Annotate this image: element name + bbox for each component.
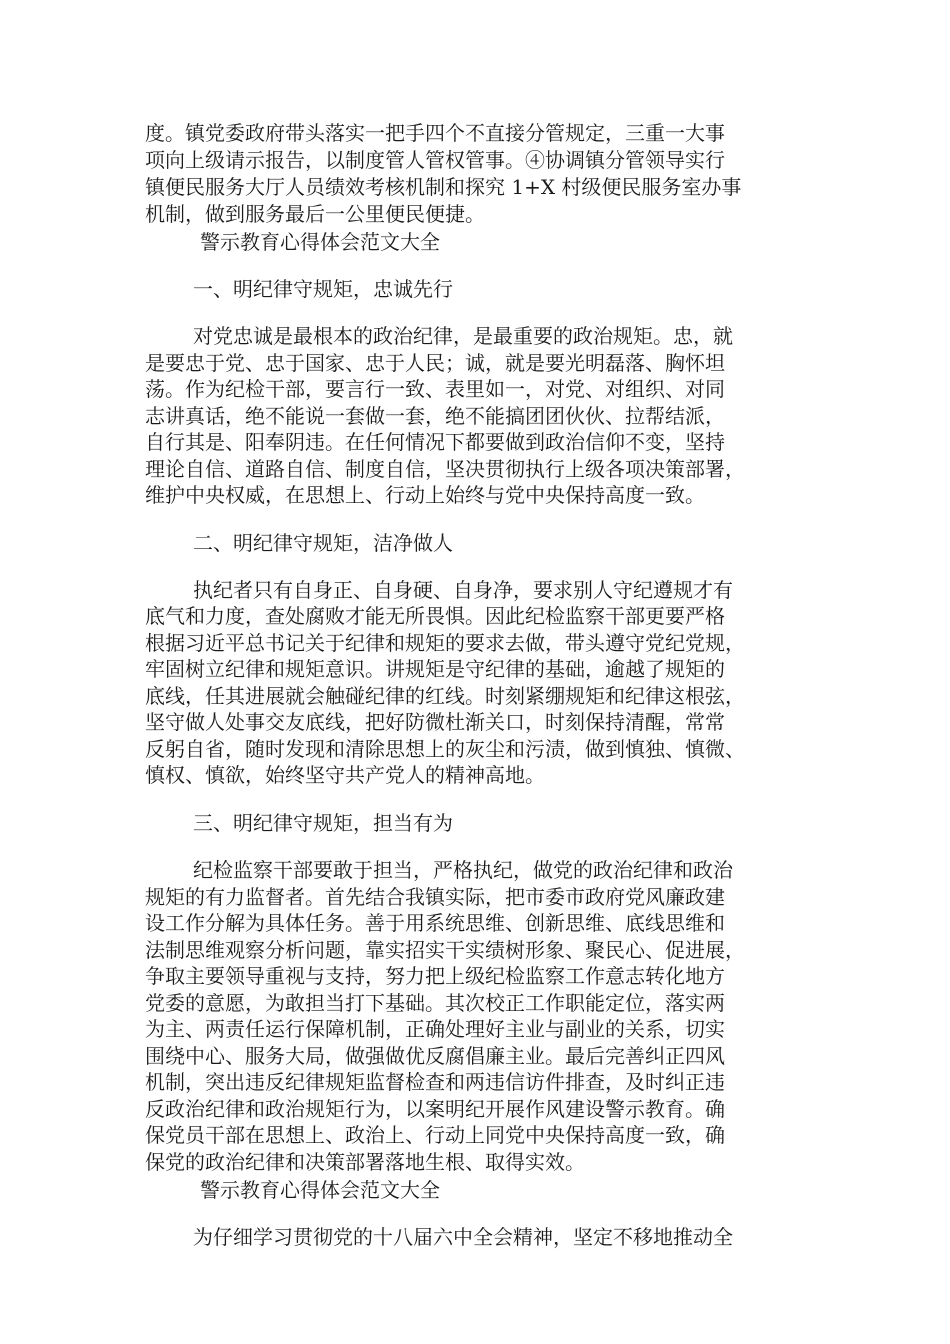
paragraph-line: 维护中央权威，在思想上、行动上始终与党中央保持高度一致。 [145,483,705,507]
paragraph-line: 设工作分解为具体任务。善于用系统思维、创新思维、底线思维和 [145,911,725,935]
paragraph-line: 保党员干部在思想上、政治上、行动上同党中央保持高度一致，确 [145,1123,725,1147]
paragraph-line: 机制，突出违反纪律规矩监督检查和两违信访件排查，及时纠正违 [145,1070,725,1094]
section-heading: 三、明纪律守规矩，担当有为 [193,811,453,835]
paragraph-line: 是要忠于党、忠于国家、忠于人民；诚，就是要光明磊落、胸怀坦 [145,351,725,375]
paragraph-line: 规矩的有力监督者。首先结合我镇实际，把市委市政府党风廉政建 [145,885,725,909]
paragraph-line: 底线，任其进展就会触碰纪律的红线。时刻紧绷规矩和纪律这根弦， [145,684,745,708]
paragraph-line: 理论自信、道路自信、制度自信，坚决贯彻执行上级各项决策部署， [145,457,745,481]
paragraph-line: 根据习近平总书记关于纪律和规矩的要求去做，带头遵守党纪党规， [145,631,745,655]
paragraph-line: 镇便民服务大厅人员绩效考核机制和探究 1+X 村级便民服务室办事 [145,175,742,199]
paragraph-line: 对党忠诚是最根本的政治纪律，是最重要的政治规矩。忠，就 [193,324,733,348]
paragraph-line: 度。镇党委政府带头落实一把手四个不直接分管规定，三重一大事 [145,121,725,145]
article-title: 警示教育心得体会范文大全 [200,1178,440,1202]
paragraph-line: 保党的政治纪律和决策部署落地生根、取得实效。 [145,1150,585,1174]
paragraph-line: 慎权、慎欲，始终坚守共产党人的精神高地。 [145,763,545,787]
paragraph-line: 机制，做到服务最后一公里便民便捷。 [145,202,485,226]
paragraph-line: 法制思维观察分析问题，靠实招实干实绩树形象、聚民心、促进展， [145,938,745,962]
article-title: 警示教育心得体会范文大全 [200,230,440,254]
paragraph-line: 党委的意愿，为敢担当打下基础。其次校正工作职能定位，落实两 [145,991,725,1015]
paragraph-line: 项向上级请示报告，以制度管人管权管事。④协调镇分管领导实行 [145,148,725,172]
paragraph-line: 争取主要领导重视与支持，努力把上级纪检监察工作意志转化地方 [145,964,725,988]
section-heading: 一、明纪律守规矩，忠诚先行 [193,277,453,301]
section-heading: 二、明纪律守规矩，洁净做人 [193,531,453,555]
paragraph-line: 为主、两责任运行保障机制，正确处理好主业与副业的关系，切实 [145,1017,725,1041]
paragraph-line: 底气和力度，查处腐败才能无所畏惧。因此纪检监察干部更要严格 [145,604,725,628]
paragraph-line: 围绕中心、服务大局，做强做优反腐倡廉主业。最后完善纠正四风 [145,1044,725,1068]
paragraph-line: 纪检监察干部要敢于担当，严格执纪，做党的政治纪律和政治 [193,858,733,882]
paragraph-line: 反躬自省，随时发现和清除思想上的灰尘和污渍，做到慎独、慎微、 [145,737,745,761]
paragraph-line: 自行其是、阳奉阴违。在任何情况下都要做到政治信仰不变，坚持 [145,430,725,454]
paragraph-line: 为仔细学习贯彻党的十八届六中全会精神，坚定不移地推动全 [193,1225,733,1249]
paragraph-line: 志讲真话，绝不能说一套做一套，绝不能搞团团伙伙、拉帮结派， [145,404,725,428]
paragraph-line: 坚守做人处事交友底线，把好防微杜渐关口，时刻保持清醒，常常 [145,710,725,734]
paragraph-line: 反政治纪律和政治规矩行为，以案明纪开展作风建设警示教育。确 [145,1097,725,1121]
paragraph-line: 荡。作为纪检干部，要言行一致、表里如一，对党、对组织、对同 [145,377,725,401]
paragraph-line: 执纪者只有自身正、自身硬、自身净，要求别人守纪遵规才有 [193,578,733,602]
paragraph-line: 牢固树立纪律和规矩意识。讲规矩是守纪律的基础，逾越了规矩的 [145,657,725,681]
